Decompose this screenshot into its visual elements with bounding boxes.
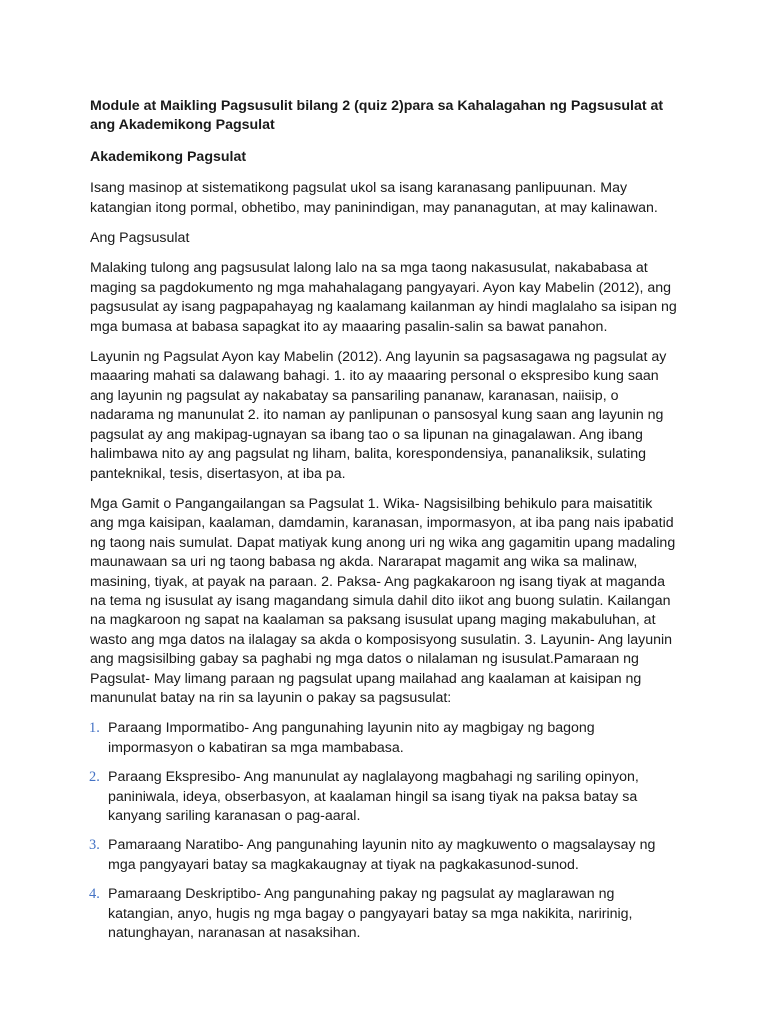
list-item-text: Pamaraang Deskriptibo- Ang pangunahing pakay ng pagsulat ay maglarawan ng katangian, anyo, hugis ng mga bagay o pangyayari batay sa mga nakikita, naririnig, natunghayan, naranasan at nasaksihan. bbox=[108, 886, 633, 942]
subheading: Ang Pagsusulat bbox=[90, 230, 190, 247]
intro-paragraph: Isang masinop at sistematikong pagsulat ukol sa isang karanasang panlipuunan. May katangian itong pormal, obhetibo, may paninindigan, may pananagutan, at may kalinawan. bbox=[90, 180, 658, 216]
pamaraan-list bbox=[90, 719, 678, 943]
list-item-text: Paraang Impormatibo- Ang pangunahing layunin nito ay magbigay ng bagong impormasyon o kabatiran sa mga mambabasa. bbox=[108, 720, 595, 756]
list-number: 3. bbox=[89, 837, 100, 854]
section-heading: Akademikong Pagsulat bbox=[90, 148, 247, 165]
list-number: 2. bbox=[89, 769, 100, 786]
list-item-text: Paraang Ekspresibo- Ang manunulat ay naglalayong magbahagi ng sariling opinyon, paniniwala, ideya, obserbasyon, at kaalaman hingil sa isang tiyak na paksa batay sa kanyang sariling karanasan o pag-aaral. bbox=[108, 769, 639, 824]
paragraph-gamit: Mga Gamit o Pangangailangan sa Pagsulat 1. Wika- Nagsisilbing behikulo para maisatitik ang mga kaisipan, kaalaman, damdamin, karanasan, impormasyon, at iba pang nais ipabatid ng taong nais sumulat. Dapat matiyak kung anong uri ng wika ang gagamitin upang madaling maunawaan sa uri ng taong babasa ng akda. Nararapat magamit ang wika sa malinaw, masining, tiyak, at payak na paraan. 2. Paksa- Ang pagkakaroon ng isang tiyak at maganda na tema ng isusulat ay isang magandang simula dahil dito iikot ang buong sulatin. Kailangan na magkaroon ng sapat na kaalaman sa paksang isusulat upang maging makabuluhan, at wasto ang mga datos na ilalagay sa akda o komposisyong susulatin. 3. Layunin- Ang layunin ang magsisilbing gabay sa paghabi ng mga datos o nilalaman ng isusulat.Pamaraan ng Pagsulat- May limang paraan ng pagsulat upang mailahad ang kaalaman at kaisipan ng manunulat batay na rin sa layunin o pakay sa pagsusulat: bbox=[90, 495, 676, 706]
paragraph-pagsusulat: Malaking tulong ang pagsusulat lalong lalo na sa mga taong nakasusulat, nakababasa at maging sa pagdokumento ng mga mahahalagang pangyayari. Ayon kay Mabelin (2012), ang pagsusulat ay isang pagpapahayag ng kaalamang kailanman ay hindi maglalaho sa isipan ng mga bumasa at babasa sapagkat ito ay maaaring pasalin-salin sa bawat panahon. bbox=[90, 260, 677, 335]
list-item bbox=[90, 768, 678, 826]
document-title: Module at Maikling Pagsusulit bilang 2 (quiz 2)para sa Kahalagahan ng Pagsusulat at ang Akademikong Pagsulat bbox=[90, 98, 664, 134]
list-item bbox=[90, 885, 678, 943]
paragraph-layunin: Layunin ng Pagsulat Ayon kay Mabelin (2012). Ang layunin sa pagsasagawa ng pagsulat ay maaaring mahati sa dalawang bahagi. 1. ito ay maaaring personal o ekspresibo kung saan ang layunin ng pagsulat ay nakabatay sa pansariling pananaw, karanasan, naiisip, o nadarama ng manunulat 2. ito naman ay panlipunan o pansosyal kung saan ang layunin ng pagsulat ay ang makipag-ugnayan sa ibang tao o sa lipunan na ginagalawan. Ang ibang halimbawa nito ay ang pagsulat ng liham, balita, korespondensiya, pananaliksik, sulating panteknikal, tesis, disertasyon, at iba pa. bbox=[90, 349, 667, 482]
list-item bbox=[90, 719, 678, 758]
list-number: 1. bbox=[89, 720, 100, 737]
list-item-text: Pamaraang Naratibo- Ang pangunahing layunin nito ay magkuwento o magsalaysay ng mga pangyayari batay sa magkakaugnay at tiyak na pagkakasunod-sunod. bbox=[108, 837, 656, 873]
list-item bbox=[90, 836, 678, 875]
list-number: 4. bbox=[89, 886, 100, 903]
